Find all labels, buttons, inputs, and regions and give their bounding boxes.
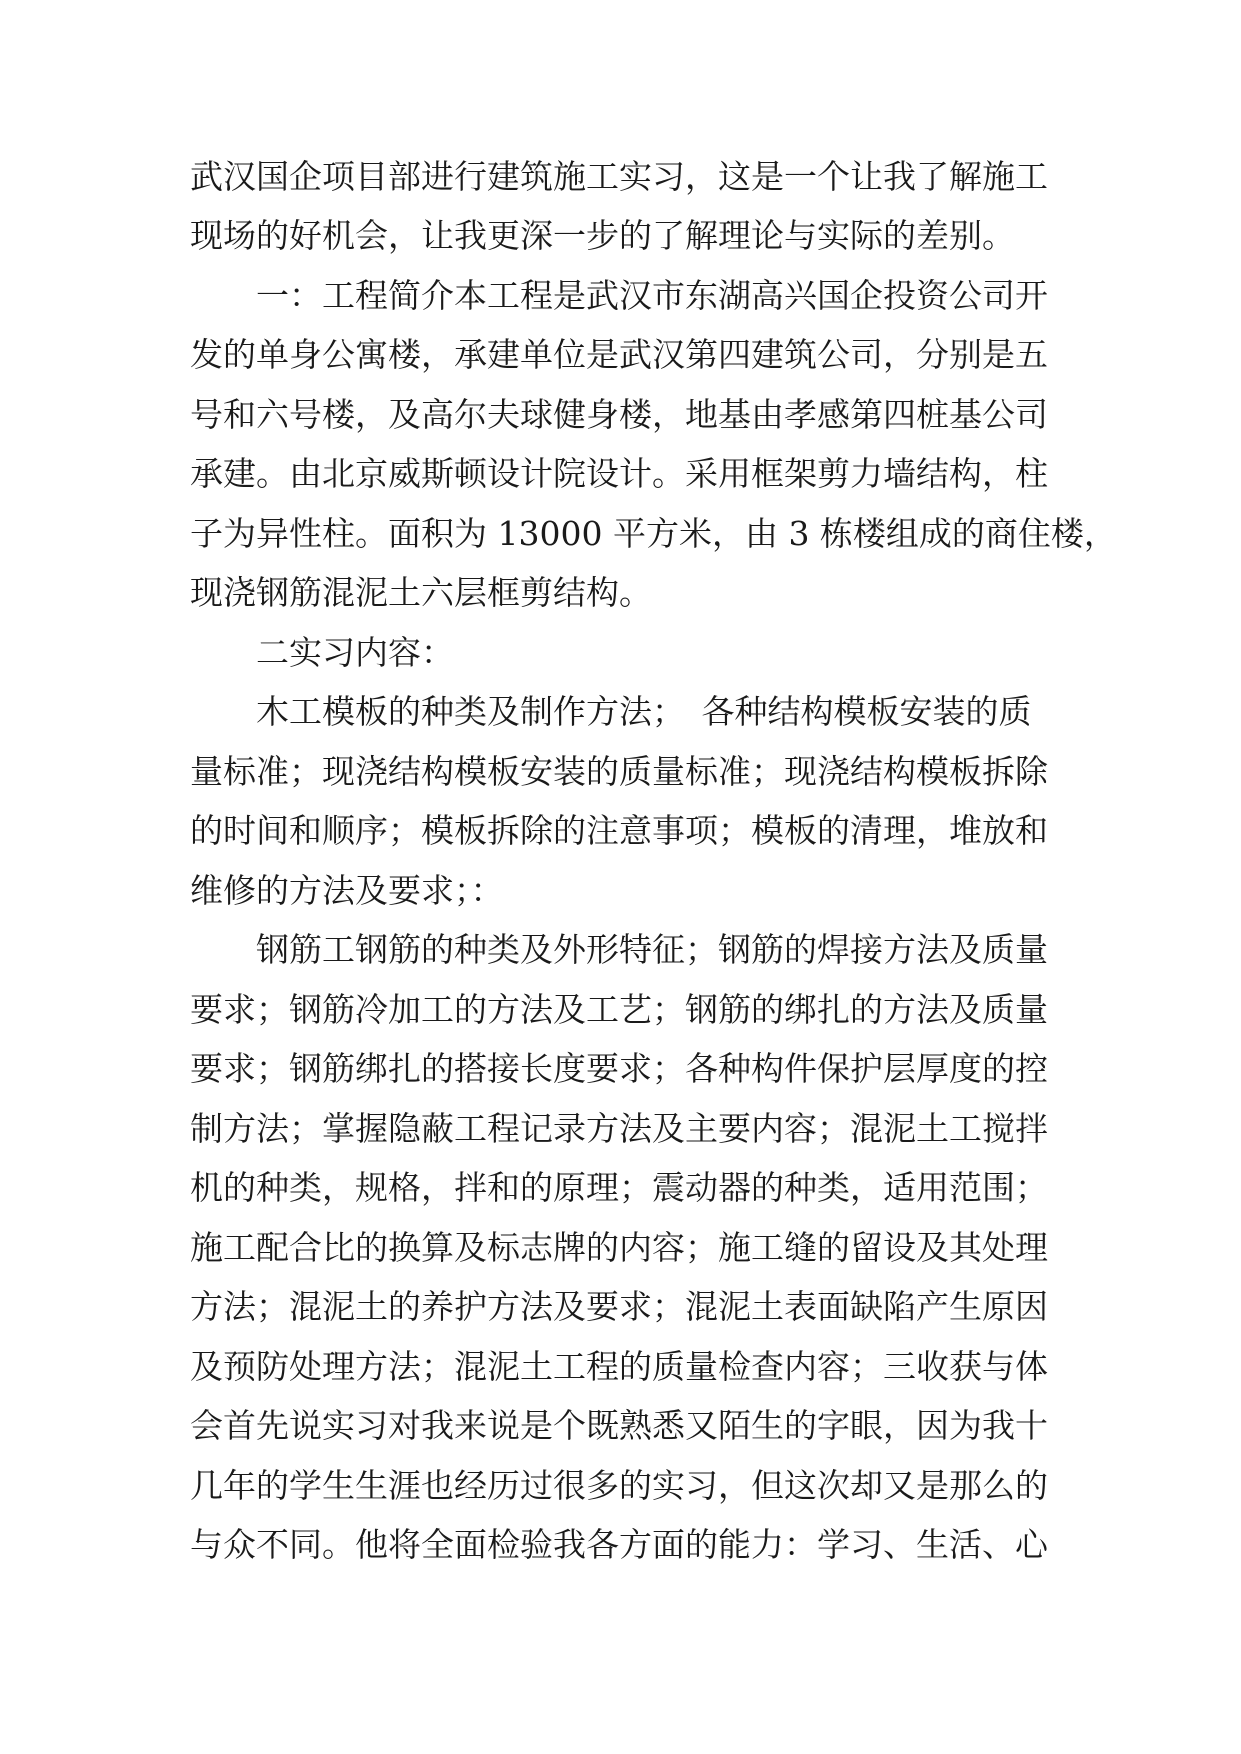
section-heading: 二实习内容： xyxy=(256,633,454,672)
text-line: 发的单身公寓楼，承建单位是武汉第四建筑公司，分别是五 xyxy=(190,335,1048,374)
text-line: 现场的好机会，让我更深一步的了解理论与实际的差别。 xyxy=(190,216,1015,255)
text-line: 要求；钢筋绑扎的搭接长度要求；各种构件保护层厚度的控 xyxy=(190,1049,1048,1088)
text-line: 号和六号楼，及高尔夫球健身楼，地基由孝感第四桩基公司 xyxy=(190,395,1048,434)
text-line: 及预防处理方法；混泥土工程的质量检查内容；三收获与体 xyxy=(190,1347,1048,1386)
text-line: 现浇钢筋混泥土六层框剪结构。 xyxy=(190,573,652,612)
text-line: 子为异性柱。面积为 13000 平方米，由 3 栋楼组成的商住楼， xyxy=(190,514,1117,553)
text-line: 制方法；掌握隐蔽工程记录方法及主要内容；混泥土工搅拌 xyxy=(190,1109,1048,1148)
text-line: 承建。由北京威斯顿设计院设计。采用框架剪力墙结构，柱 xyxy=(190,454,1048,493)
text-line: 要求；钢筋冷加工的方法及工艺；钢筋的绑扎的方法及质量 xyxy=(190,990,1048,1029)
text-line: 与众不同。他将全面检验我各方面的能力：学习、生活、心 xyxy=(190,1525,1048,1564)
text-line: 施工配合比的换算及标志牌的内容；施工缝的留设及其处理 xyxy=(190,1228,1048,1267)
text-line: 机的种类，规格，拌和的原理；震动器的种类，适用范围； xyxy=(190,1168,1048,1207)
text-line: 量标准；现浇结构模板安装的质量标准；现浇结构模板拆除 xyxy=(190,752,1048,791)
text-line: 木工模板的种类及制作方法； 各种结构模板安装的质 xyxy=(256,692,1032,731)
text-line: 武汉国企项目部进行建筑施工实习，这是一个让我了解施工 xyxy=(190,157,1048,196)
text-line: 一：工程简介本工程是武汉市东湖高兴国企投资公司开 xyxy=(256,276,1048,315)
text-line: 几年的学生生涯也经历过很多的实习，但这次却又是那么的 xyxy=(190,1466,1048,1505)
text-line: 的时间和顺序；模板拆除的注意事项；模板的清理，堆放和 xyxy=(190,811,1048,850)
text-line: 会首先说实习对我来说是个既熟悉又陌生的字眼，因为我十 xyxy=(190,1406,1048,1445)
text-line: 方法；混泥土的养护方法及要求；混泥土表面缺陷产生原因 xyxy=(190,1287,1048,1326)
text-line: 维修的方法及要求；： xyxy=(190,871,504,910)
text-line: 钢筋工钢筋的种类及外形特征；钢筋的焊接方法及质量 xyxy=(256,930,1048,969)
